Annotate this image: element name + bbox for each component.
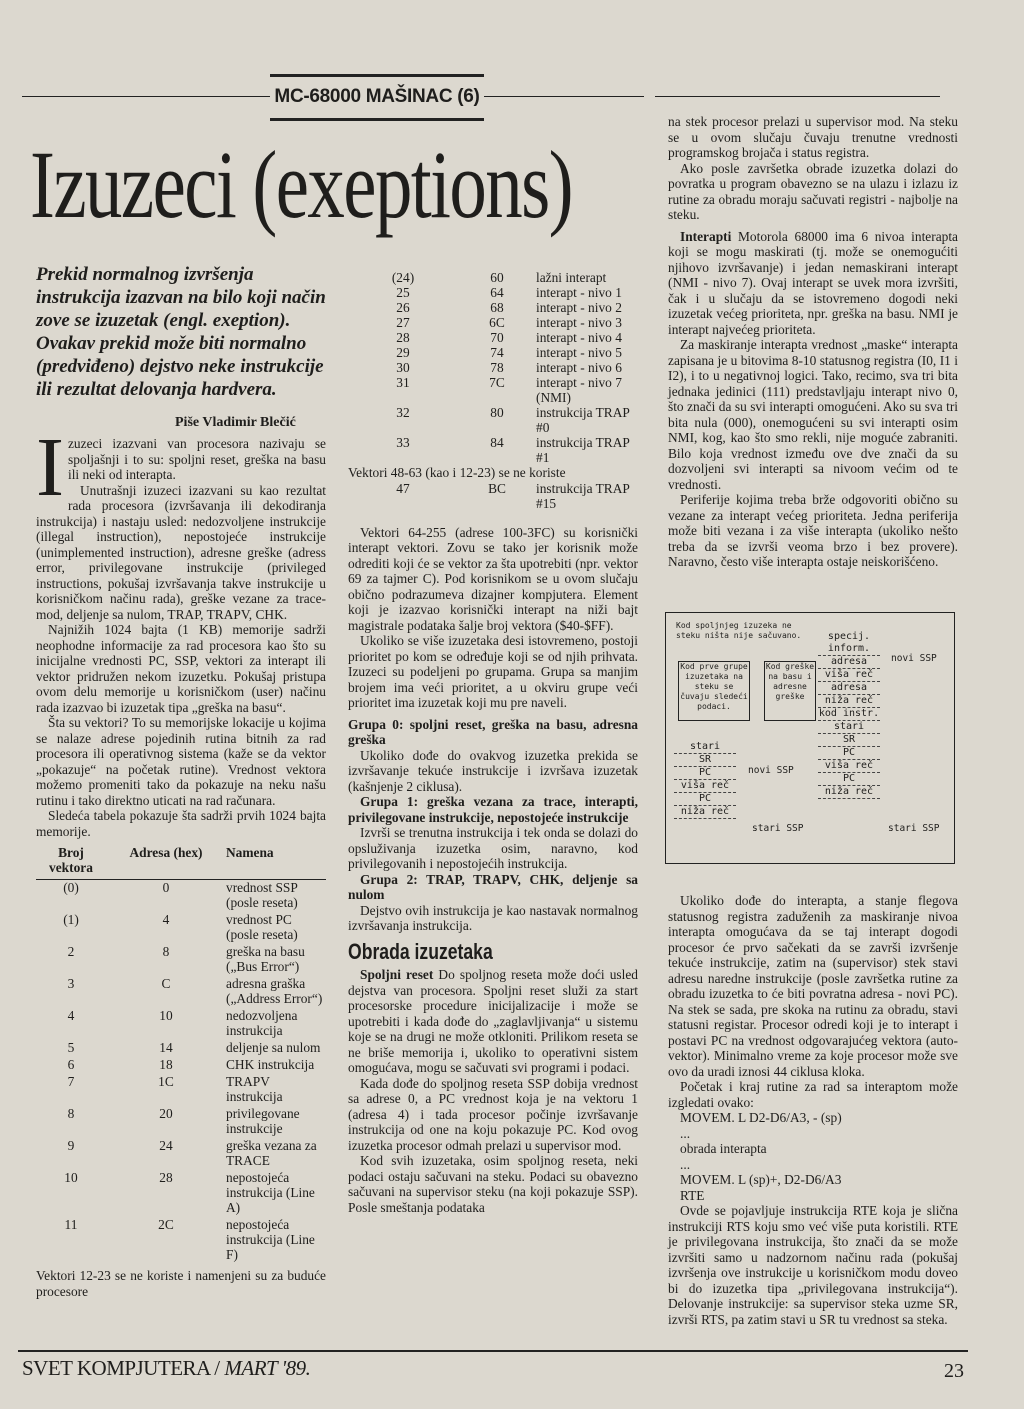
vector-number: 27 <box>396 315 410 330</box>
article-title: Izuzeci (exeptions) <box>30 131 573 238</box>
table-row <box>36 1170 326 1217</box>
col3-p8: Ovde se pojavljuje instrukcija RTE koja je slična instrukciji RTS koju smo već više puta koristili. RTE je privilegovana instrukcija, što znači da se može izvršiti samo u nadzornom načinu rada (pokušaj izvršenja ove instrukcije u korisničkom modu doveo bi do izuzetka tipa „privilegovana instrukcija“). Delovanje instrukcije: sa supervisor steka uzme SR, izvrši RTS, pa zatim stavi u SR tu vrednost sa steka. <box>668 1203 958 1327</box>
group0-text: Ukoliko dođe do ovakvog izuzetka prekida se izvršavanje tekuće instrukcije i izvršava izuzetak (kašnjenje 2 ciklusa). <box>348 747 638 794</box>
vector-number: 31 <box>396 375 410 390</box>
table-header-purpose: Namena <box>226 845 274 860</box>
col3-p4: Za maskiranje interapta vrednost „maske“ interapta zapisana je u bitovima 8-10 statusnog registra (I0, I1 i I2), i to u negativnoj logici. Tako, recimo, sva tri bita jednaka jedinici (111) predstavljaju interapt nivo 0, što znači da su svi interapti omogućeni. Ako su sva tri bita nula (000), onemogućeni su svi interapti osim NMI, kog, kao što smo rekli, nije moguće zabraniti. Bilo koja vrednost između ove dve znači da su dozvoljeni svi interapti sa nivoom većim od te vrednosti. <box>668 337 958 492</box>
stari-ssp-label-2: stari SSP <box>888 823 940 834</box>
col1-p4: Šta su vektori? To su memorijske lokacije u kojima se nalaze adrese pojedinih rutina bitnih za rad procesora ili operativnog sistema (kaže se da vektor „pokazuje“ na početak rutine). Vrednost vektora možemo promeniti tako da pokazuje na neku našu rutinu i tako direktno uticati na rad računara. <box>36 715 326 808</box>
stari-ssp-label-1: stari SSP <box>752 823 804 834</box>
col2-mid-note: Vektori 48-63 (kao i 12-23) se ne koriste <box>348 465 566 480</box>
table-row <box>36 944 326 976</box>
vector-address: 1C <box>158 1074 174 1089</box>
footer-magazine <box>22 1356 310 1381</box>
vector-number: 6 <box>67 1057 75 1072</box>
col3-p3: Motorola 68000 ima 6 nivoa interapta koji se mogu maskirati (tj. može se onemogućiti njihovo izvršavanje) i jedan nemaskirani interapt (NMI - nivo 7). Ovaj interapt se uvek mora izvršiti, čak i u slučaju da se istovremeno dogodi neki izuzetak većeg prioriteta, npr. greška na basu. NMI je interapt najvećeg prioriteta. <box>668 228 958 337</box>
table-row <box>36 1040 326 1057</box>
table-row <box>348 435 638 465</box>
stack-cell: specij. inform. <box>818 631 880 656</box>
table-row <box>36 1057 326 1074</box>
table-row <box>348 360 638 375</box>
page-number: 23 <box>944 1360 964 1382</box>
vector-number: 3 <box>67 976 75 991</box>
table-row <box>348 345 638 360</box>
group2-text: Dejstvo ovih instrukcija je kao nastavak normalnog izvršavanja instrukcija. <box>348 902 638 933</box>
stack-cell: viša reč <box>674 780 736 793</box>
vector-address: 8 <box>162 944 170 959</box>
interrupts-heading: Interapti <box>680 228 732 244</box>
col1-p1: zuzeci izazvani van procesora nazivaju se spoljašnji i to su: spoljni reset, greška na basu ili neki od interapta. <box>67 436 326 482</box>
code-line-1: MOVEM. L D2-D6/A3, - (sp) <box>680 1110 842 1125</box>
vector-number: 33 <box>396 435 410 450</box>
stack-cell: PC <box>674 793 736 806</box>
stack-right <box>818 631 880 799</box>
table-row <box>36 880 326 913</box>
vector-address: 0 <box>162 880 170 895</box>
vector-number: 11 <box>64 1217 78 1232</box>
stack-cell: kod instr. <box>818 708 880 719</box>
table-row <box>348 405 638 435</box>
stack-cell: viša reč <box>818 669 880 682</box>
vector-number: 9 <box>67 1138 75 1153</box>
vector-purpose: interapt - nivo 5 <box>536 345 622 360</box>
vector-number: 10 <box>64 1170 78 1185</box>
stack-cell: PC <box>674 767 736 780</box>
stack-cell: stari <box>818 721 880 734</box>
footer-rule <box>18 1350 968 1352</box>
header-rule-right <box>484 96 644 97</box>
vector-number: 5 <box>67 1040 75 1055</box>
footer-magazine-name: SVET KOMPJUTERA / <box>22 1356 220 1380</box>
group2-heading: Grupa 2: TRAP, TRAPV, CHK, deljenje sa nulom <box>348 871 638 902</box>
stack-cell: niža reč <box>818 786 880 799</box>
stack-cell: PC <box>818 747 880 760</box>
diagram-box-first-group: Kod prve grupe izuzetaka na steku se čuvaju sledeći podaci. <box>678 661 750 721</box>
vector-purpose: adresna graška („Address Error“) <box>226 976 323 1006</box>
vector-number: 47 <box>396 480 410 496</box>
code-line-2: obrada interapta <box>680 1141 767 1156</box>
stack-cell: adresa <box>818 656 880 669</box>
column-3 <box>668 114 958 570</box>
col3-p1: na stek procesor prelazi u supervisor mod. Na steku se u ovom slučaju čuvaju trenutne vrednosti programskog brojača i status registra. <box>668 114 958 160</box>
vector-purpose: instrukcija TRAP #0 <box>536 405 630 435</box>
vector-address: 84 <box>490 435 504 450</box>
vector-address: 2C <box>158 1217 174 1232</box>
column-3-continued <box>668 893 958 1327</box>
vector-address: 18 <box>159 1057 173 1072</box>
stack-cell: niža reč <box>818 695 880 708</box>
table-header-row <box>36 845 326 880</box>
vector-address: 74 <box>490 345 504 360</box>
column-2 <box>348 270 638 1215</box>
vector-address: 68 <box>490 300 504 315</box>
vector-purpose: interapt - nivo 4 <box>536 330 622 345</box>
vector-address: 80 <box>490 405 504 420</box>
vector-number: (24) <box>391 270 415 285</box>
col3-p6: Ukoliko dođe do interapta, a stanje flegova statusnog registra zaduženih za maskiranje nivoa interapta omogućava da se taj interapt dogodi procesor će prvo sačekati da se završi izvršenje tekuće instrukcije, zatim na (supervisor) stek stavi adresu naredne instrukcije (posle završetka rutine za obradu izuzetka to će biti povratna adresa - novi PC). Na stek se sada, pre skoka na rutinu za obradu, stavi statusni registar. Procesor odredi koji je to interapt i postavi PC na vrednost odgovarajućeg vektora (auto-vektor). Minimalno vreme za koje procesor može sve ovo da uradi iznosi 44 ciklusa kloka. <box>668 893 958 1079</box>
col1-p5: Sledeća tabela pokazuje šta sadrži prvih 1024 bajta memorije. <box>36 808 326 839</box>
col3-p7: Početak i kraj rutine za rad sa interaptom može izgledati ovako: <box>668 1079 958 1110</box>
col3-p5: Periferije kojima treba brže odgovoriti obično su vezane za interapt većeg prioriteta. Jedna periferija može biti vezana i za više interapta (ukoliko nešto treba da se izvrši veoma brzo i bez provere). Naravno, često više interapta ostaje neiskorišćeno. <box>668 492 958 569</box>
table-header-vector: Broj vektora <box>49 845 93 875</box>
reset-heading: Spoljni reset <box>360 967 434 982</box>
vector-purpose: interapt - nivo 1 <box>536 285 622 300</box>
vector-number: 25 <box>396 285 410 300</box>
vector-purpose: instrukcija TRAP #15 <box>536 480 630 511</box>
vector-address: 4 <box>162 912 170 927</box>
table-row <box>348 285 638 300</box>
article-lead: Prekid normalnog izvršenja instrukcija izazvan na bilo koji način zove se izuzetak (engl. exeption). Ovakav prekid može biti normalno (predviđeno) dejstvo neke instrukcije ili rezultat delovanja hardvera. <box>36 264 326 400</box>
table-row <box>36 1217 326 1264</box>
vector-number: 7 <box>67 1074 75 1089</box>
table-row <box>36 1138 326 1170</box>
vector-address: 64 <box>490 285 504 300</box>
reset-text: Do spoljnog reseta može doći usled dejstva van procesora. Spoljni reset služi za start procesorske procedure inicijalizacije i može se upotrebiti i kada dođe do „zaglavljivanja“ u sistemu koje se na drugi ne može otkloniti. Prilikom reseta se ne briše memorija i, ukoliko to operativni sistem omogućava, mogu se sačuvati svi programi i podaci. <box>348 967 638 1075</box>
vector-address: 6C <box>489 315 505 330</box>
table-row <box>36 1106 326 1138</box>
table-row <box>348 375 638 405</box>
col3-p2: Ako posle završetka obrade izuzetka dolazi do povratka u program obavezno se na ulazu i izlazu iz rutine za obradu moraju sačuvati registri - najbolje na steku. <box>668 160 958 222</box>
col2-p1: Vektori 64-255 (adrese 100-3FC) su korisnički interapt vektori. Zovu se tako jer korisnik može odrediti koji će se vektor za šta upotrebiti (npr. vektor 69 za tajmer C). Pod korisnikom se u ovom slučaju obično podrazumeva dizajner kompjutera. Element koji je izazvao korisnički interapt na niži bajt magistrale podataka šalje broj vektora ($40-$FF). <box>348 524 638 633</box>
vector-purpose: interapt - nivo 3 <box>536 315 622 330</box>
vector-purpose: nepostojeća instrukcija (Line A) <box>226 1170 315 1215</box>
diagram-caption: Kod spoljnjeg izuzeka ne steku ništa nije sačuvano. <box>676 621 802 640</box>
vector-address: 10 <box>159 1008 173 1023</box>
drop-cap: I <box>36 421 64 514</box>
group0-heading: Grupa 0: spoljni reset, greška na basu, adresna greška <box>348 716 638 747</box>
vector-purpose: deljenje sa nulom <box>226 1040 321 1055</box>
vector-address: BC <box>488 480 506 496</box>
novi-ssp-label-1: novi SSP <box>891 653 937 664</box>
table-header-address: Adresa (hex) <box>129 845 203 860</box>
stack-cell: SR <box>674 754 736 767</box>
vector-purpose: interapt - nivo 2 <box>536 300 622 315</box>
vector-number: (0) <box>63 880 79 895</box>
group1-heading: Grupa 1: greška vezana za trace, interapti, privilegovane instrukcije, nepostojeće instrukcije <box>348 794 638 825</box>
vector-table-1 <box>36 845 326 1264</box>
vector-purpose: CHK instrukcija <box>226 1057 315 1072</box>
stack-cell: PC <box>818 773 880 786</box>
vector-number: 2 <box>67 944 75 959</box>
table-row <box>348 270 638 285</box>
stack-cell: stari <box>674 741 736 754</box>
right-top-rule <box>655 96 940 97</box>
vector-address: C <box>161 976 171 991</box>
header-rule-left <box>22 96 270 97</box>
vector-number: 28 <box>396 330 410 345</box>
vector-purpose: privilegovane instrukcije <box>226 1106 300 1136</box>
stack-left <box>674 741 736 819</box>
col1-note: Vektori 12-23 se ne koriste i namenjeni su za buduće procesore <box>36 1268 326 1299</box>
vector-purpose: greška vezana za TRACE <box>226 1138 317 1168</box>
vector-purpose: lažni interapt <box>536 270 607 285</box>
col2-p2: Ukoliko se više izuzetaka desi istovremeno, postoji prioritet po kom se određuje koji se od njih prihvata. Izuzeci su podeljeni po grupama. Grupa sa manjim brojem ima veći prioritet, a u okviru grupe veći prioritet ima izuzetak koji mu pre naveli. <box>348 633 638 710</box>
vector-address: 28 <box>159 1170 173 1185</box>
vector-address: 20 <box>159 1106 173 1121</box>
stack-diagram <box>665 612 955 864</box>
col2-p3: Kada dođe do spoljnog reseta SSP dobija vrednost sa adrese 0, a PC vrednost koja je na vektoru 1 (adresa 4) i tada procesor počinje izvršavanje instrukcija od one na koju pokazuje PC. Kod ovog izuzetka procesor odmah prelazi u supervisor mod. <box>348 1075 638 1153</box>
novi-ssp-label-2: novi SSP <box>748 765 794 776</box>
stack-cell: viša reč <box>818 760 880 773</box>
stack-cell: adresa <box>818 682 880 695</box>
col1-p3: Najnižih 1024 bajta (1 KB) memorije sadrži neophodne informacije za rad procesora kao što su inicijalne vrednosti PC, SSP, vektori za interapt ili vektor pridružen nekom izuzetku. Pokušaj pristupa ovom delu memorije u korisničkom (user) načinu rada izazvao bi izuzetak tipa „greška na basu“. <box>36 622 326 715</box>
vector-purpose: interapt - nivo 7 (NMI) <box>536 375 622 405</box>
vector-number: 26 <box>396 300 410 315</box>
vector-number: 8 <box>67 1106 75 1121</box>
vector-number: 32 <box>396 405 410 420</box>
vector-address: 7C <box>489 375 505 390</box>
table-row <box>348 330 638 345</box>
vector-purpose: greška na basu („Bus Error“) <box>226 944 305 974</box>
vector-purpose: vrednost PC (posle reseta) <box>226 912 298 942</box>
series-header-text: MC-68000 MAŠINAC (6) <box>274 86 480 107</box>
vector-number: 4 <box>67 1008 75 1023</box>
code-dots-1: ... <box>680 1125 691 1141</box>
vector-address: 78 <box>490 360 504 375</box>
vector-number: (1) <box>63 912 79 927</box>
col2-p4: Kod svih izuzetaka, osim spoljnog reseta, neki podaci ostaju sačuvani na steku. Podaci su obavezno sačuvani na supervisor steku (na koji pokazuje SSP). Posle smeštanja podataka <box>348 1153 638 1215</box>
vector-purpose: nedozvoljena instrukcija <box>226 1008 298 1038</box>
stack-cell: SR <box>818 734 880 747</box>
diagram-box-bus-error: Kod greške na basu i adresne greške <box>764 661 816 721</box>
table-row <box>36 912 326 944</box>
vector-address: 14 <box>159 1040 173 1055</box>
table-row <box>36 976 326 1008</box>
vector-purpose: instrukcija TRAP #1 <box>536 435 630 465</box>
table-row <box>348 315 638 330</box>
vector-address: 70 <box>490 330 504 345</box>
footer-issue: MART '89. <box>224 1356 311 1380</box>
code-dots-2: ... <box>680 1156 691 1172</box>
byline: Piše Vladimir Blečić <box>175 415 296 430</box>
table-row <box>36 1008 326 1040</box>
vector-number: 29 <box>396 345 410 360</box>
vector-number: 30 <box>396 360 410 375</box>
table-row <box>36 1074 326 1106</box>
vector-address: 60 <box>490 270 504 285</box>
vector-table-2-last <box>348 481 638 511</box>
stack-cell: niža reč <box>674 806 736 819</box>
section-subheading: Obrada izuzetaka <box>348 938 493 964</box>
code-line-4: RTE <box>680 1187 705 1203</box>
col1-p2: Unutrašnji izuzeci izazvani su kao rezultat rada procesora (izvršavanja ili dekodiranja instrukcija) i nastaju usled: nedozvoljene instrukcije (illegal instruction), nepostojeće instrukcije (unimplemented instruction), adresne greške (adress error, privilegovane instrukcije (privileged instructions, pokušaj izvršavanja takve instrukcije u korisničkom načinu rada), greške vezane za trace-mod, deljenje sa nulom, TRAP, TRAPV, CHK. <box>36 482 326 622</box>
vector-purpose: nepostojeća instrukcija (Line F) <box>226 1217 315 1262</box>
group1-text: Izvrši se trenutna instrukcija i tek onda se dolazi do opsluživanja izuzetka osim, naravno, kod privilegovanih i nepostojećih instrukcija. <box>348 825 638 871</box>
vector-purpose: TRAPV instrukcija <box>226 1074 283 1104</box>
vector-purpose: interapt - nivo 6 <box>536 360 622 375</box>
code-line-3: MOVEM. L (sp)+, D2-D6/A3 <box>680 1172 842 1187</box>
vector-purpose: vrednost SSP (posle reseta) <box>226 880 298 910</box>
vector-table-2 <box>348 270 638 465</box>
vector-address: 24 <box>159 1138 173 1153</box>
series-header <box>270 74 484 120</box>
table-row <box>348 300 638 315</box>
table-row <box>348 481 638 511</box>
